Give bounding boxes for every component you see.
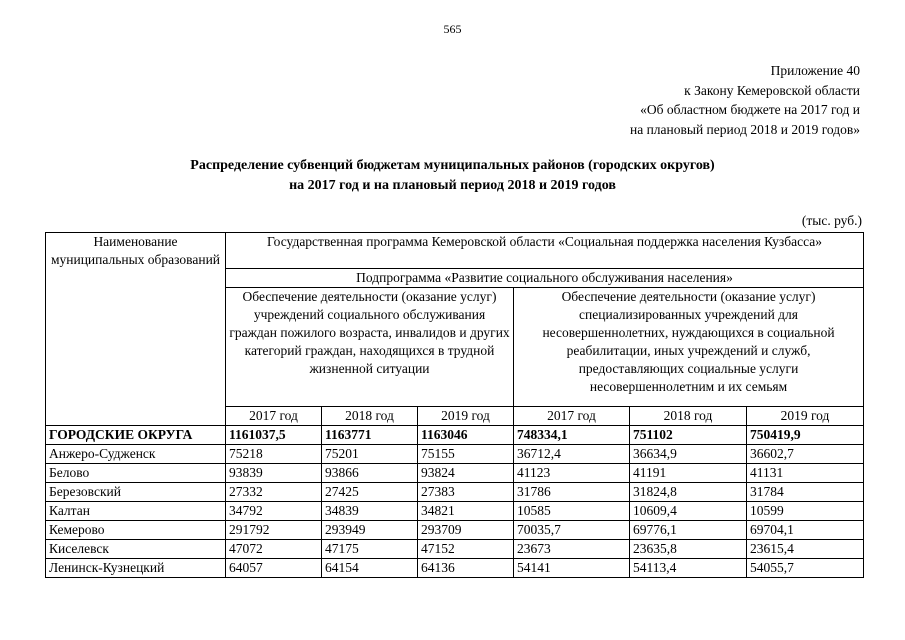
header-program: Государственная программа Кемеровской области «Социальная поддержка населения Кузбасса» [226,233,864,269]
cell-value: 27332 [226,483,322,502]
cell-value: 34792 [226,502,322,521]
cell-value: 93839 [226,464,322,483]
cell-value: 291792 [226,521,322,540]
row-name: Березовский [46,483,226,502]
cell-value: 10609,4 [630,502,747,521]
row-name: ГОРОДСКИЕ ОКРУГА [46,426,226,445]
appendix-line-4: на плановый период 2018 и 2019 годов» [629,121,860,137]
year-header: 2017 год [514,407,630,426]
cell-value: 70035,7 [514,521,630,540]
appendix-note [630,61,860,139]
cell-value: 93866 [322,464,418,483]
cell-value: 23615,4 [747,540,864,559]
row-name: Калтан [46,502,226,521]
appendix-line-1: Приложение 40 [770,63,860,78]
cell-value: 69704,1 [747,521,864,540]
cell-value: 10585 [514,502,630,521]
year-header: 2018 год [322,407,418,426]
title-line-1: Распределение субвенций бюджетам муниципальных районов (городских округов) [190,158,715,173]
cell-value: 93824 [418,464,514,483]
cell-value: 748334,1 [514,426,630,445]
cell-value: 41191 [630,464,747,483]
cell-value: 1161037,5 [226,426,322,445]
year-header: 2018 год [630,407,747,426]
year-header: 2019 год [418,407,514,426]
cell-value: 75201 [322,445,418,464]
cell-value: 36602,7 [747,445,864,464]
cell-value: 34821 [418,502,514,521]
header-name-column: Наименование муниципальных образований [46,233,226,426]
cell-value: 47152 [418,540,514,559]
cell-value: 10599 [747,502,864,521]
row-name: Анжеро-Судженск [46,445,226,464]
table-row [46,464,864,483]
subsidy-table [45,232,864,578]
cell-value: 31824,8 [630,483,747,502]
cell-value: 1163771 [322,426,418,445]
appendix-line-3: «Об областном бюджете на 2017 год и [640,102,860,117]
header-group-1: Обеспечение деятельности (оказание услуг) учреждений социального обслуживания граждан пожилого возраста, инвалидов и других категорий граждан, находящихся в трудной жизненной ситуации [226,288,514,407]
cell-value: 64057 [226,559,322,578]
cell-value: 75155 [418,445,514,464]
cell-value: 27425 [322,483,418,502]
cell-value: 31784 [747,483,864,502]
row-name: Кемерово [46,521,226,540]
cell-value: 293949 [322,521,418,540]
table-row [46,502,864,521]
cell-value: 64154 [322,559,418,578]
cell-value: 27383 [418,483,514,502]
cell-value: 75218 [226,445,322,464]
cell-value: 54055,7 [747,559,864,578]
table-row [46,483,864,502]
row-name: Ленинск-Кузнецкий [46,559,226,578]
year-header: 2019 год [747,407,864,426]
appendix-line-2: к Закону Кемеровской области [684,82,860,98]
cell-value: 36634,9 [630,445,747,464]
row-name: Киселевск [46,540,226,559]
units-label: (тыс. руб.) [801,213,862,228]
year-header: 2017 год [226,407,322,426]
cell-value: 1163046 [418,426,514,445]
page-number: 565 [443,22,462,36]
cell-value: 54113,4 [630,559,747,578]
cell-value: 23635,8 [630,540,747,559]
cell-value: 41131 [747,464,864,483]
cell-value: 41123 [514,464,630,483]
cell-value: 54141 [514,559,630,578]
cell-value: 36712,4 [514,445,630,464]
cell-value: 69776,1 [630,521,747,540]
cell-value: 751102 [630,426,747,445]
table-row [46,521,864,540]
table-row-total [46,426,864,445]
table-row [46,540,864,559]
title-line-2: на 2017 год и на плановый период 2018 и 2019 годов [289,178,616,193]
cell-value: 34839 [322,502,418,521]
document-title [0,156,905,196]
cell-value: 293709 [418,521,514,540]
cell-value: 23673 [514,540,630,559]
cell-value: 750419,9 [747,426,864,445]
header-subprogram: Подпрограмма «Развитие социального обслуживания населения» [226,269,864,288]
cell-value: 47175 [322,540,418,559]
row-name: Белово [46,464,226,483]
cell-value: 47072 [226,540,322,559]
header-group-2: Обеспечение деятельности (оказание услуг) специализированных учреждений для несовершеннолетних, нуждающихся в социальной реабилитации, иных учреждений и служб, предоставляющих социальные услуги несовершеннолетним и их семьям [514,288,864,407]
cell-value: 31786 [514,483,630,502]
table-row [46,445,864,464]
table-row [46,559,864,578]
cell-value: 64136 [418,559,514,578]
